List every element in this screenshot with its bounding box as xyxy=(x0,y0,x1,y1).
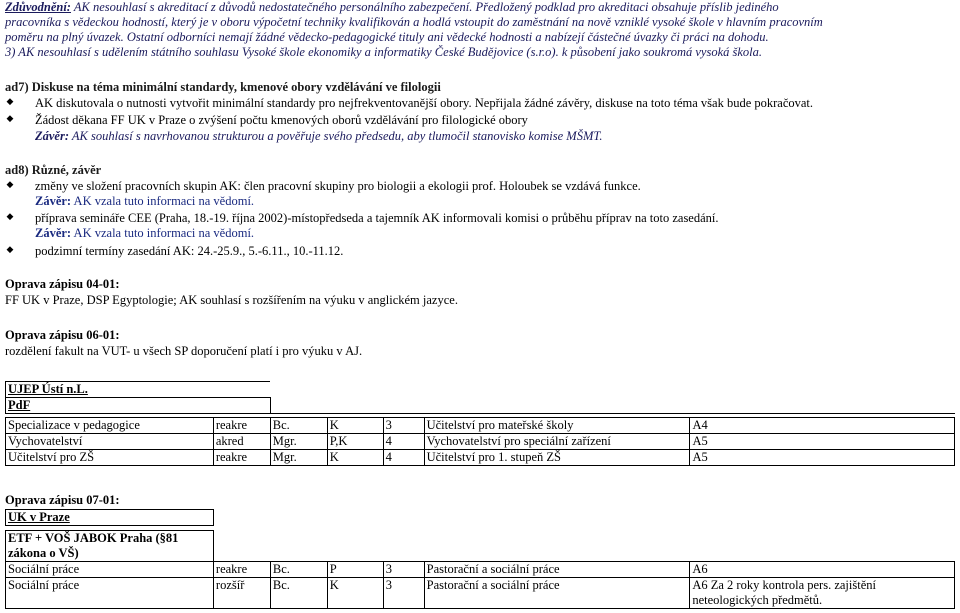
cell: reakre xyxy=(213,562,270,578)
cell: 4 xyxy=(383,450,424,466)
table-title-row xyxy=(6,510,955,526)
table-row xyxy=(6,434,955,450)
cell: P,K xyxy=(327,434,383,450)
intro-label: Zdůvodnění: xyxy=(5,0,71,14)
cell: Učitelství pro 1. stupeň ZŠ xyxy=(424,450,690,466)
conclusion-label: Závěr: xyxy=(35,226,72,240)
table-uk xyxy=(5,509,955,609)
ad7-conclusion xyxy=(35,129,603,144)
table-title-1: UK v Praze xyxy=(6,510,214,526)
cell: K xyxy=(327,450,383,466)
diamond-bullet-icon: ◆ xyxy=(6,179,14,189)
ad7-bullet-2-text: Žádost děkana FF UK v Praze o zvýšení počtu kmenových oborů vzdělávání pro filologické obory xyxy=(35,113,528,127)
cell: K xyxy=(327,418,383,434)
cell: Pastorační a sociální práce xyxy=(424,562,690,578)
cell: 3 xyxy=(383,418,424,434)
intro-line-2: pracovníka s vědeckou hodností, který je v oboru výpočetní techniky kvalifikován a hodlá vstoupit do zaměstnání na nově vzniklé vysoké škole v hlavním pracovním xyxy=(5,15,823,29)
conclusion-text: AK vzala tuto informaci na vědomí. xyxy=(71,194,255,208)
ad7-bullet-1 xyxy=(5,96,955,111)
cell: A5 xyxy=(690,434,955,450)
cell: Vychovatelství xyxy=(6,434,214,450)
diamond-bullet-icon: ◆ xyxy=(6,96,14,106)
cell-line: A6 Za 2 roky kontrola pers. zajištění xyxy=(692,578,876,592)
ad8-conclusion-1 xyxy=(35,194,254,209)
intro-text-1: AK nesouhlasí s akreditací z důvodů nedostatečného personálního zabezpečení. Předložený podklad pro akreditaci obsahuje příslib jediného xyxy=(70,0,779,14)
ad8-bullet-3 xyxy=(5,244,955,259)
oprava-0601-heading: Oprava zápisu 06-01: xyxy=(5,328,120,342)
table-ujep xyxy=(5,381,955,466)
cell: A4 xyxy=(690,418,955,434)
cell: Sociální práce xyxy=(6,578,214,609)
cell: 3 xyxy=(383,562,424,578)
cell: Sociální práce xyxy=(6,562,214,578)
ad8-bullet-2-text: příprava semináře CEE (Praha, 18.-19. října 2002)-místopředseda a tajemník AK informovali komisi o průběhu příprav na toto zasedání. xyxy=(35,211,719,225)
cell: Bc. xyxy=(270,562,327,578)
cell: Bc. xyxy=(270,578,327,609)
cell: A5 xyxy=(690,450,955,466)
intro-line-4: 3) AK nesouhlasí s udělením státního souhlasu Vysoké škole ekonomiky a informatiky České Budějovice (s.r.o). k působení jako soukromá vysoká škola. xyxy=(5,45,763,59)
cell: 4 xyxy=(383,434,424,450)
table-row xyxy=(6,418,955,434)
cell: A6 xyxy=(690,562,955,578)
cell: akred xyxy=(213,434,270,450)
table-row xyxy=(6,450,955,466)
ad7-heading: ad7) Diskuse na téma minimální standardy, kmenové obory vzdělávání ve filologii xyxy=(5,80,441,94)
ad8-bullet-3-text: podzimní termíny zasedání AK: 24.-25.9., 5.-6.11., 10.-11.12. xyxy=(35,244,344,258)
cell: 3 xyxy=(383,578,424,609)
cell: Učitelství pro mateřské školy xyxy=(424,418,690,434)
ad8-conclusion-2 xyxy=(35,226,254,241)
cell-line: neteologických předmětů. xyxy=(692,593,823,607)
table-title-2a: ETF + VOŠ JABOK Praha (§81 xyxy=(8,531,179,545)
table-title-row xyxy=(6,531,955,562)
conclusion-text: AK vzala tuto informaci na vědomí. xyxy=(71,226,255,240)
table-row xyxy=(6,578,955,609)
cell: K xyxy=(327,578,383,609)
cell: Učitelství pro ZŠ xyxy=(6,450,214,466)
diamond-bullet-icon: ◆ xyxy=(6,211,14,221)
conclusion-label: Závěr: xyxy=(35,129,70,143)
ad8-bullet-2 xyxy=(5,211,955,226)
table-title-2b: zákona o VŠ) xyxy=(8,546,79,560)
oprava-0601-text: rozdělení fakult na VUT- u všech SP doporučení platí i pro výuku v AJ. xyxy=(5,344,363,358)
table-title-row xyxy=(6,398,955,414)
ad8-heading: ad8) Různé, závěr xyxy=(5,163,102,177)
ad7-bullet-2 xyxy=(5,113,955,128)
ad8-bullet-1 xyxy=(5,179,955,194)
conclusion-label: Závěr: xyxy=(35,194,72,208)
table-title-2 xyxy=(6,531,214,562)
cell: P xyxy=(327,562,383,578)
table-title-1: UJEP Ústí n.L. xyxy=(6,382,271,398)
cell: reakre xyxy=(213,418,270,434)
oprava-0401-text: FF UK v Praze, DSP Egyptologie; AK souhlasí s rozšířením na výuku v anglickém jazyce. xyxy=(5,293,458,307)
oprava-0701-heading: Oprava zápisu 07-01: xyxy=(5,493,120,507)
cell: reakre xyxy=(213,450,270,466)
cell: Mgr. xyxy=(270,434,327,450)
ad8-bullet-1-text: změny ve složení pracovních skupin AK: člen pracovní skupiny pro biologii a ekologii prof. Holoubek se vzdává funkce. xyxy=(35,179,641,193)
cell: Bc. xyxy=(270,418,327,434)
cell xyxy=(690,578,955,609)
table-row xyxy=(6,562,955,578)
cell: Mgr. xyxy=(270,450,327,466)
oprava-0401-heading: Oprava zápisu 04-01: xyxy=(5,277,120,291)
ad7-bullet-1-text: AK diskutovala o nutnosti vytvořit minimální standardy pro nejfrekventovanější obory. Nepřijala žádné závěry, diskuse na toto téma však bude pokračovat. xyxy=(35,96,814,110)
diamond-bullet-icon: ◆ xyxy=(6,244,14,254)
intro-line-1 xyxy=(5,0,779,15)
cell: Specializace v pedagogice xyxy=(6,418,214,434)
intro-line-3: poměru na plný úvazek. Ostatní odborníci nemají žádné vědecko-pedagogické tituly ani vědecké hodnosti a nabízejí částečné úvazky či práci na dohodu. xyxy=(5,30,769,44)
table-title-row xyxy=(6,382,955,398)
cell: Vychovatelství pro speciální zařízení xyxy=(424,434,690,450)
table-title-2: PdF xyxy=(6,398,271,414)
conclusion-text: AK souhlasí s navrhovanou strukturou a pověřuje svého předsedu, aby tlumočil stanovisko komise MŠMT. xyxy=(69,129,603,143)
cell: rozšíř xyxy=(213,578,270,609)
cell: Pastorační a sociální práce xyxy=(424,578,690,609)
diamond-bullet-icon: ◆ xyxy=(6,113,14,123)
